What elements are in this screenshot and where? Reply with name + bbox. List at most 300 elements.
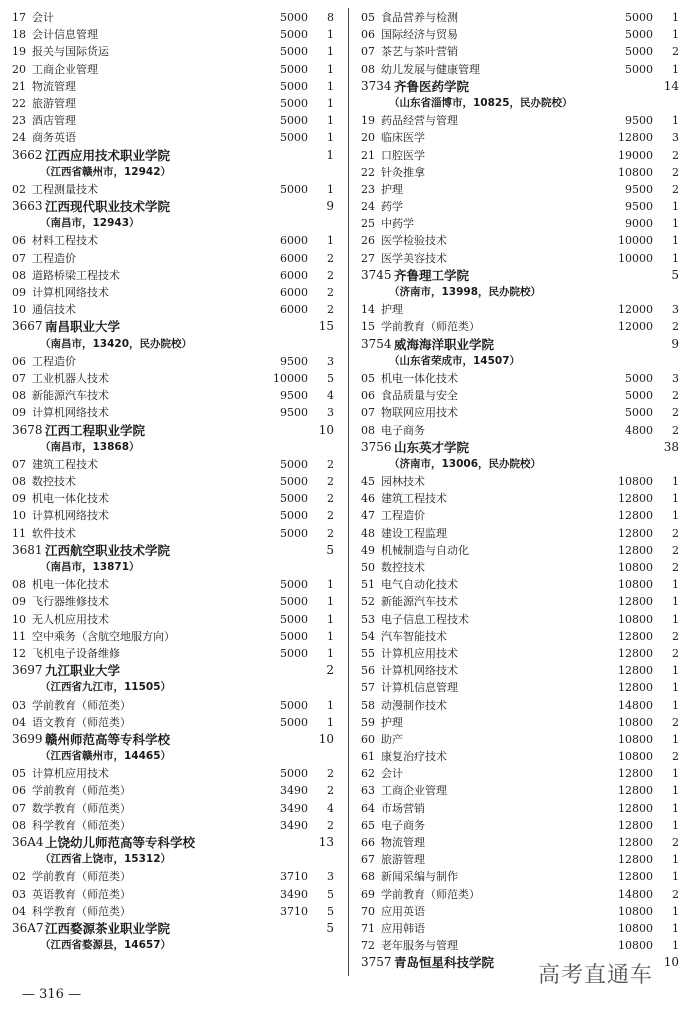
- major-name: 建筑工程技术: [32, 457, 98, 471]
- plan-count: 1: [327, 646, 334, 660]
- major-name: 助产: [381, 732, 403, 746]
- school-name: 齐鲁理工学院: [394, 267, 470, 283]
- plan-count: 1: [327, 62, 334, 76]
- school-location: [361, 95, 683, 112]
- plan-count: 2: [672, 148, 679, 162]
- major-name: 应用韩语: [381, 921, 425, 935]
- major-row: [12, 576, 338, 593]
- plan-count: 8: [327, 11, 334, 24]
- major-code: 60: [361, 732, 375, 746]
- major-code: 23: [361, 182, 375, 196]
- plan-count: 1: [672, 595, 679, 609]
- major-code: 11: [12, 629, 26, 643]
- tuition-fee: 5000: [280, 79, 308, 93]
- tuition-fee: 19000: [618, 148, 653, 162]
- plan-count: 2: [327, 303, 334, 317]
- major-row: [12, 61, 338, 78]
- major-name: 飞行器维修技术: [32, 595, 109, 609]
- plan-count: 1: [327, 114, 334, 128]
- major-code: 05: [361, 371, 375, 385]
- tuition-fee: 12800: [618, 784, 653, 798]
- major-name: 药学: [381, 200, 403, 214]
- tuition-fee: 5000: [625, 371, 653, 385]
- school-location: [361, 456, 683, 473]
- major-code: 15: [361, 320, 375, 334]
- major-row: [361, 129, 683, 146]
- major-name: 数控技术: [32, 475, 76, 489]
- major-row: [361, 920, 683, 937]
- major-code: 12: [12, 646, 26, 660]
- major-row: [361, 903, 683, 920]
- tuition-fee: 5000: [280, 62, 308, 76]
- tuition-fee: 9500: [625, 182, 653, 196]
- major-code: 68: [361, 870, 375, 884]
- plan-count: 1: [672, 853, 679, 867]
- plan-count: 2: [327, 818, 334, 832]
- major-code: 04: [12, 715, 26, 729]
- tuition-fee: 10800: [618, 939, 653, 953]
- major-row: [361, 937, 683, 954]
- major-code: 67: [361, 853, 375, 867]
- school-name: 江西应用技术职业学院: [45, 147, 171, 163]
- major-row: [361, 542, 683, 559]
- major-row: [12, 112, 338, 129]
- school-header: [12, 731, 338, 748]
- major-name: 道路桥梁工程技术: [32, 268, 120, 282]
- major-name: 医学美容技术: [381, 251, 447, 265]
- major-row: [361, 748, 683, 765]
- plan-count: 2: [327, 286, 334, 299]
- major-row: [361, 868, 683, 885]
- major-code: 08: [361, 423, 375, 437]
- tuition-fee: 5000: [280, 114, 308, 128]
- major-name: 飞机电子设备维修: [32, 646, 120, 660]
- major-code: 10: [12, 303, 26, 317]
- major-row: [12, 404, 338, 421]
- major-code: 59: [361, 715, 375, 729]
- major-row: [12, 628, 338, 645]
- major-row: [12, 800, 338, 817]
- plan-count: 1: [672, 939, 679, 953]
- tuition-fee: 5000: [280, 646, 308, 660]
- major-row: [361, 112, 683, 129]
- major-code: 70: [361, 904, 375, 918]
- tuition-fee: 9000: [625, 217, 653, 231]
- tuition-fee: 5000: [625, 11, 653, 24]
- major-code: 07: [12, 251, 26, 265]
- major-row: [361, 473, 683, 490]
- major-row: [361, 593, 683, 610]
- plan-count: 4: [327, 389, 334, 403]
- watermark: 高考直通车: [538, 963, 654, 988]
- plan-count: 1: [327, 595, 334, 609]
- school-name: 江西航空职业技术学院: [45, 542, 171, 558]
- tuition-fee: 12000: [618, 320, 653, 334]
- major-code: 71: [361, 921, 375, 935]
- tuition-fee: 10800: [618, 715, 653, 729]
- plan-count: 5: [327, 904, 334, 918]
- tuition-fee: 5000: [625, 406, 653, 420]
- major-name: 材料工程技术: [32, 234, 98, 248]
- tuition-fee: 6000: [280, 286, 308, 299]
- plan-count: 1: [672, 492, 679, 506]
- school-code: 3662: [12, 147, 43, 162]
- tuition-fee: 12800: [618, 767, 653, 781]
- tuition-fee: 12800: [618, 836, 653, 849]
- location-text: （济南市，13998，民办院校）: [389, 286, 542, 298]
- plan-count: 1: [672, 784, 679, 798]
- major-row: [12, 507, 338, 524]
- major-name: 动漫制作技术: [381, 698, 447, 712]
- major-row: [361, 576, 683, 593]
- tuition-fee: 12800: [618, 509, 653, 523]
- plan-count: 1: [672, 767, 679, 781]
- major-name: 软件技术: [32, 526, 76, 540]
- major-code: 09: [12, 492, 26, 506]
- major-name: 计算机信息管理: [381, 681, 458, 695]
- major-code: 07: [361, 45, 375, 59]
- major-code: 08: [12, 818, 26, 832]
- major-row: [361, 714, 683, 731]
- major-name: 计算机网络技术: [32, 286, 109, 299]
- major-name: 医学检验技术: [381, 234, 447, 248]
- page-number: — 316 —: [22, 987, 82, 1002]
- major-row: [361, 628, 683, 645]
- plan-count: 1: [672, 681, 679, 695]
- tuition-fee: 12800: [618, 801, 653, 815]
- plan-count: 1: [672, 904, 679, 918]
- major-row: [12, 95, 338, 112]
- major-code: 08: [361, 62, 375, 76]
- major-row: [361, 765, 683, 782]
- major-row: [361, 525, 683, 542]
- school-code: 3757: [361, 955, 392, 970]
- location-text: （南昌市，13420，民办院校）: [40, 337, 193, 350]
- school-plan-total: 10: [318, 422, 334, 437]
- major-name: 报关与国际货运: [32, 45, 109, 59]
- major-row: [12, 78, 338, 95]
- major-code: 57: [361, 681, 375, 695]
- tuition-fee: 9500: [280, 389, 308, 403]
- plan-count: 1: [672, 801, 679, 815]
- major-name: 工业机器人技术: [32, 371, 109, 385]
- major-code: 03: [12, 887, 26, 901]
- major-row: [361, 886, 683, 903]
- tuition-fee: 9500: [280, 406, 308, 420]
- major-name: 计算机应用技术: [32, 767, 109, 781]
- major-name: 旅游管理: [32, 96, 76, 110]
- tuition-fee: 5000: [280, 595, 308, 609]
- school-plan-total: 9: [326, 199, 334, 214]
- tuition-fee: 5000: [280, 457, 308, 471]
- school-header: [12, 542, 338, 559]
- major-code: 07: [12, 457, 26, 471]
- plan-count: 2: [672, 715, 679, 729]
- plan-count: 1: [672, 818, 679, 832]
- plan-count: 1: [672, 698, 679, 712]
- major-code: 24: [361, 200, 375, 214]
- tuition-fee: 6000: [280, 268, 308, 282]
- major-name: 建设工程监理: [381, 526, 447, 540]
- major-code: 09: [12, 286, 26, 299]
- major-code: 14: [361, 303, 375, 317]
- major-row: [361, 507, 683, 524]
- major-code: 09: [12, 406, 26, 420]
- major-name: 酒店管理: [32, 114, 76, 128]
- major-code: 56: [361, 664, 375, 678]
- major-code: 18: [12, 28, 26, 42]
- tuition-fee: 12800: [618, 131, 653, 145]
- school-header: [12, 198, 338, 215]
- major-name: 老年服务与管理: [381, 939, 458, 953]
- major-name: 新能源汽车技术: [381, 595, 458, 609]
- tuition-fee: 5000: [625, 45, 653, 59]
- tuition-fee: 12800: [618, 543, 653, 557]
- major-row: [361, 800, 683, 817]
- tuition-fee: 5000: [280, 475, 308, 489]
- major-row: [12, 387, 338, 404]
- major-row: [361, 318, 683, 335]
- major-code: 06: [12, 234, 26, 248]
- tuition-fee: 10800: [618, 904, 653, 918]
- major-code: 08: [12, 268, 26, 282]
- plan-count: 2: [672, 406, 679, 420]
- school-header: [361, 267, 683, 284]
- major-row: [12, 490, 338, 507]
- plan-count: 5: [327, 371, 334, 385]
- major-code: 22: [12, 96, 26, 110]
- major-row: [361, 61, 683, 78]
- major-code: 20: [361, 131, 375, 145]
- major-row: [12, 645, 338, 662]
- major-code: 19: [12, 45, 26, 59]
- major-code: 08: [12, 578, 26, 592]
- school-location: [12, 164, 338, 181]
- major-name: 园林技术: [381, 475, 425, 489]
- tuition-fee: 4800: [625, 423, 653, 437]
- major-row: [12, 611, 338, 628]
- school-plan-total: 15: [318, 319, 334, 334]
- major-name: 新闻采编与制作: [381, 870, 458, 884]
- school-code: 3681: [12, 542, 43, 557]
- tuition-fee: 12800: [618, 664, 653, 678]
- major-row: [361, 232, 683, 249]
- major-row: [361, 782, 683, 799]
- location-text: （江西省九江市，11505）: [40, 681, 172, 694]
- school-name: 青岛恒星科技学院: [394, 955, 495, 971]
- tuition-fee: 12800: [618, 870, 653, 884]
- major-name: 工程造价: [32, 251, 76, 265]
- major-code: 48: [361, 526, 375, 540]
- school-header: [12, 662, 338, 679]
- major-row: [361, 181, 683, 198]
- tuition-fee: 6000: [280, 251, 308, 265]
- major-code: 27: [361, 251, 375, 265]
- major-row: [361, 817, 683, 834]
- plan-count: 5: [327, 887, 334, 901]
- major-row: [12, 456, 338, 473]
- major-code: 26: [361, 234, 375, 248]
- school-plan-total: 10: [663, 955, 679, 970]
- major-name: 工商企业管理: [32, 62, 98, 76]
- tuition-fee: 12800: [618, 629, 653, 643]
- plan-count: 2: [327, 268, 334, 282]
- plan-count: 1: [327, 612, 334, 626]
- location-text: （山东省淄博市，10825，民办院校）: [389, 96, 573, 109]
- major-row: [361, 370, 683, 387]
- major-row: [12, 267, 338, 284]
- location-text: （江西省赣州市，12942）: [40, 165, 172, 178]
- plan-count: 2: [672, 423, 679, 437]
- school-location: [12, 559, 338, 576]
- major-name: 建筑工程技术: [381, 492, 447, 506]
- left-column: [12, 9, 338, 954]
- major-name: 工商企业管理: [381, 784, 447, 798]
- tuition-fee: 12000: [618, 303, 653, 317]
- major-row: [361, 43, 683, 60]
- plan-count: 1: [672, 870, 679, 884]
- plan-count: 1: [327, 715, 334, 729]
- major-name: 计算机网络技术: [32, 406, 109, 420]
- major-name: 工程造价: [381, 509, 425, 523]
- location-text: （南昌市，13868）: [40, 440, 140, 453]
- major-name: 商务英语: [32, 131, 76, 145]
- tuition-fee: 3710: [280, 870, 308, 884]
- plan-count: 1: [672, 664, 679, 678]
- major-row: [361, 26, 683, 43]
- plan-count: 2: [327, 767, 334, 781]
- tuition-fee: 5000: [625, 28, 653, 42]
- major-name: 物流管理: [381, 836, 425, 849]
- tuition-fee: 3490: [280, 784, 308, 798]
- tuition-fee: 14800: [618, 698, 653, 712]
- major-name: 数控技术: [381, 561, 425, 574]
- school-header: [361, 439, 683, 456]
- tuition-fee: 10800: [618, 732, 653, 746]
- major-code: 51: [361, 578, 375, 592]
- school-location: [12, 748, 338, 765]
- major-row: [361, 490, 683, 507]
- school-plan-total: 14: [663, 78, 679, 93]
- school-header: [12, 920, 338, 937]
- location-text: （济南市，13006，民办院校）: [389, 457, 542, 470]
- tuition-fee: 10800: [618, 475, 653, 489]
- plan-count: 2: [672, 389, 679, 403]
- plan-count: 2: [327, 509, 334, 523]
- plan-count: 1: [672, 921, 679, 935]
- major-name: 机电一体化技术: [381, 371, 458, 385]
- school-code: 3734: [361, 78, 392, 93]
- tuition-fee: 12800: [618, 646, 653, 660]
- major-row: [12, 525, 338, 542]
- major-name: 机电一体化技术: [32, 492, 109, 506]
- plan-count: 1: [672, 475, 679, 489]
- school-name: 山东英才学院: [394, 439, 470, 455]
- major-name: 口腔医学: [381, 148, 425, 162]
- major-row: [361, 198, 683, 215]
- plan-count: 1: [327, 96, 334, 110]
- column-divider: [348, 8, 349, 976]
- plan-count: 2: [672, 836, 679, 849]
- major-row: [12, 697, 338, 714]
- major-name: 市场营销: [381, 801, 425, 815]
- tuition-fee: 5000: [280, 767, 308, 781]
- tuition-fee: 3490: [280, 801, 308, 815]
- major-code: 47: [361, 509, 375, 523]
- major-row: [361, 679, 683, 696]
- plan-count: 2: [327, 784, 334, 798]
- major-code: 21: [361, 148, 375, 162]
- major-name: 会计信息管理: [32, 28, 98, 42]
- school-location: [12, 679, 338, 696]
- major-row: [361, 250, 683, 267]
- plan-count: 2: [672, 543, 679, 557]
- tuition-fee: 5000: [625, 389, 653, 403]
- school-plan-total: 9: [671, 336, 679, 351]
- major-name: 数学教育（师范类）: [32, 801, 131, 815]
- plan-count: 3: [327, 406, 334, 420]
- school-code: 3667: [12, 319, 43, 334]
- major-code: 04: [12, 904, 26, 918]
- location-text: （南昌市，13871）: [40, 561, 140, 573]
- location-text: （山东省荣成市，14507）: [389, 354, 521, 367]
- major-name: 学前教育（师范类）: [381, 320, 480, 334]
- school-name: 江西婺源茶业职业学院: [45, 920, 171, 936]
- tuition-fee: 12800: [618, 492, 653, 506]
- plan-count: 2: [672, 45, 679, 59]
- plan-count: 3: [672, 131, 679, 145]
- location-text: （江西省上饶市，15312）: [40, 853, 172, 866]
- school-header: [12, 422, 338, 439]
- major-name: 学前教育（师范类）: [32, 870, 131, 884]
- location-text: （江西省婺源县，14657）: [40, 939, 172, 952]
- major-row: [12, 370, 338, 387]
- major-code: 08: [12, 475, 26, 489]
- major-row: [12, 250, 338, 267]
- tuition-fee: 12800: [618, 526, 653, 540]
- major-name: 电子商务: [381, 423, 425, 437]
- plan-count: 2: [327, 526, 334, 540]
- school-plan-total: 5: [326, 542, 334, 557]
- major-row: [12, 868, 338, 885]
- major-row: [361, 9, 683, 26]
- major-name: 机电一体化技术: [32, 578, 109, 592]
- tuition-fee: 5000: [280, 131, 308, 145]
- school-code: 3745: [361, 267, 392, 282]
- tuition-fee: 9500: [625, 114, 653, 128]
- major-code: 55: [361, 646, 375, 660]
- major-row: [12, 129, 338, 146]
- major-code: 22: [361, 165, 375, 179]
- major-code: 63: [361, 784, 375, 798]
- major-row: [12, 765, 338, 782]
- tuition-fee: 10800: [618, 750, 653, 764]
- plan-count: 3: [327, 354, 334, 368]
- school-plan-total: 10: [318, 731, 334, 746]
- plan-count: 1: [672, 62, 679, 76]
- tuition-fee: 5000: [280, 509, 308, 523]
- major-code: 07: [12, 801, 26, 815]
- tuition-fee: 3490: [280, 818, 308, 832]
- school-code: 36A4: [12, 835, 44, 849]
- major-row: [12, 9, 338, 26]
- school-name: 威海海洋职业学院: [394, 336, 495, 352]
- school-header: [12, 834, 338, 851]
- major-name: 工程造价: [32, 354, 76, 368]
- major-name: 护理: [381, 182, 403, 196]
- major-code: 65: [361, 818, 375, 832]
- location-text: （江西省赣州市，14465）: [40, 750, 172, 763]
